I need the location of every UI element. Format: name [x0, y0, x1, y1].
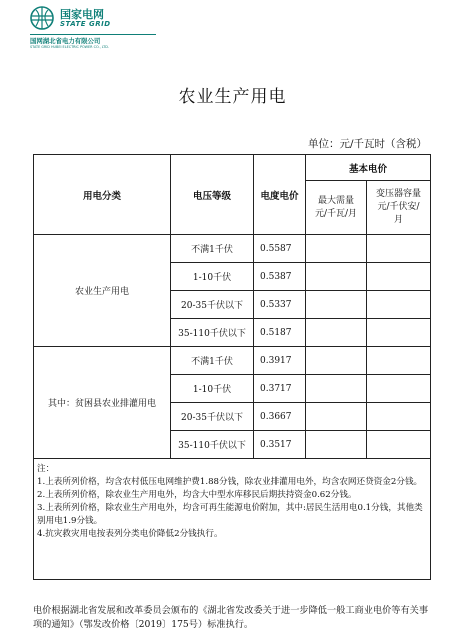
header-energy-price: 电度电价 [254, 155, 306, 235]
price-cell: 0.5387 [254, 263, 306, 291]
price-cell: 0.3517 [254, 431, 306, 459]
empty-cell [367, 431, 431, 459]
header-max-demand-line1: 最大需量 [317, 195, 354, 206]
price-cell: 0.3717 [254, 375, 306, 403]
empty-cell [306, 319, 367, 347]
header-max-demand [306, 181, 367, 235]
empty-cell [367, 319, 431, 347]
empty-cell [367, 291, 431, 319]
empty-cell [306, 347, 367, 375]
price-table [33, 154, 431, 580]
voltage-cell: 20-35千伏以下 [171, 291, 254, 319]
page-title: 农业生产用电 [178, 87, 287, 107]
empty-cell [367, 263, 431, 291]
empty-cell [367, 347, 431, 375]
notes-label: 注： [37, 464, 55, 474]
empty-cell [367, 375, 431, 403]
price-cell: 0.5587 [254, 235, 306, 263]
voltage-cell: 35-110千伏以下 [171, 319, 254, 347]
header-transformer-line2: 元/千伏安/ [377, 202, 420, 212]
table-row [34, 347, 431, 375]
empty-cell [306, 291, 367, 319]
price-cell: 0.5337 [254, 291, 306, 319]
note-item: 1.上表所列价格，均含农村低压电网维护费1.88分钱，除农业排灌用电外，均含农网还贷资金2分钱。 [37, 477, 423, 487]
table-row [34, 235, 431, 263]
price-cell: 0.3917 [254, 347, 306, 375]
header [30, 4, 230, 48]
note-item: 3.上表所列价格，除农业生产用电外，均含可再生能源电价附加，其中:居民生活用电0.1分钱，其他类别用电1.9分钱。 [37, 503, 423, 526]
group-name: 农业生产用电 [34, 235, 171, 347]
header-divider [30, 34, 156, 35]
price-cell: 0.3667 [254, 403, 306, 431]
state-grid-logo-icon [30, 6, 54, 30]
group-name: 其中：贫困县农业排灌用电 [34, 347, 171, 459]
header-voltage: 电压等级 [171, 155, 254, 235]
empty-cell [306, 235, 367, 263]
header-max-demand-line2: 元/千瓦/月 [314, 208, 358, 219]
voltage-cell: 1-10千伏 [171, 375, 254, 403]
brand-name-en: STATE GRID [60, 20, 111, 28]
voltage-cell: 20-35千伏以下 [171, 403, 254, 431]
note-item: 2.上表所列价格，除农业生产用电外，均含大中型水库移民后期扶持资金0.62分钱。 [37, 490, 357, 500]
header-category: 用电分类 [34, 155, 171, 235]
voltage-cell: 35-110千伏以下 [171, 431, 254, 459]
company-name-en: STATE GRID HUBEI ELECTRIC POWER CO., LTD. [30, 45, 109, 49]
header-basic-price: 基本电价 [306, 155, 431, 181]
empty-cell [306, 375, 367, 403]
header-transformer-line3: 月 [394, 215, 404, 225]
brand-name-cn: 国家电网 [60, 8, 104, 21]
voltage-cell: 不满1千伏 [171, 347, 254, 375]
price-cell: 0.5187 [254, 319, 306, 347]
note-item: 4.抗灾救灾用电按表列分类电价降低2分钱执行。 [37, 529, 223, 539]
header-transformer-capacity [367, 181, 431, 235]
empty-cell [306, 431, 367, 459]
unit-label: 单位：元/千瓦时（含税） [307, 138, 427, 150]
voltage-cell: 1-10千伏 [171, 263, 254, 291]
company-name-cn: 国网湖北省电力有限公司 [30, 37, 101, 45]
empty-cell [306, 403, 367, 431]
empty-cell [367, 403, 431, 431]
empty-cell [306, 263, 367, 291]
footer-note: 电价根据湖北省发展和改革委员会颁布的《湖北省发改委关于进一步降低一般工商业电价等有关事项的通知》（鄂发改价格〔2019〕175号）标准执行。 [33, 605, 429, 630]
header-transformer-line1: 变压器容量 [376, 189, 422, 199]
voltage-cell: 不满1千伏 [171, 235, 254, 263]
notes-section [34, 459, 431, 580]
empty-cell [367, 235, 431, 263]
